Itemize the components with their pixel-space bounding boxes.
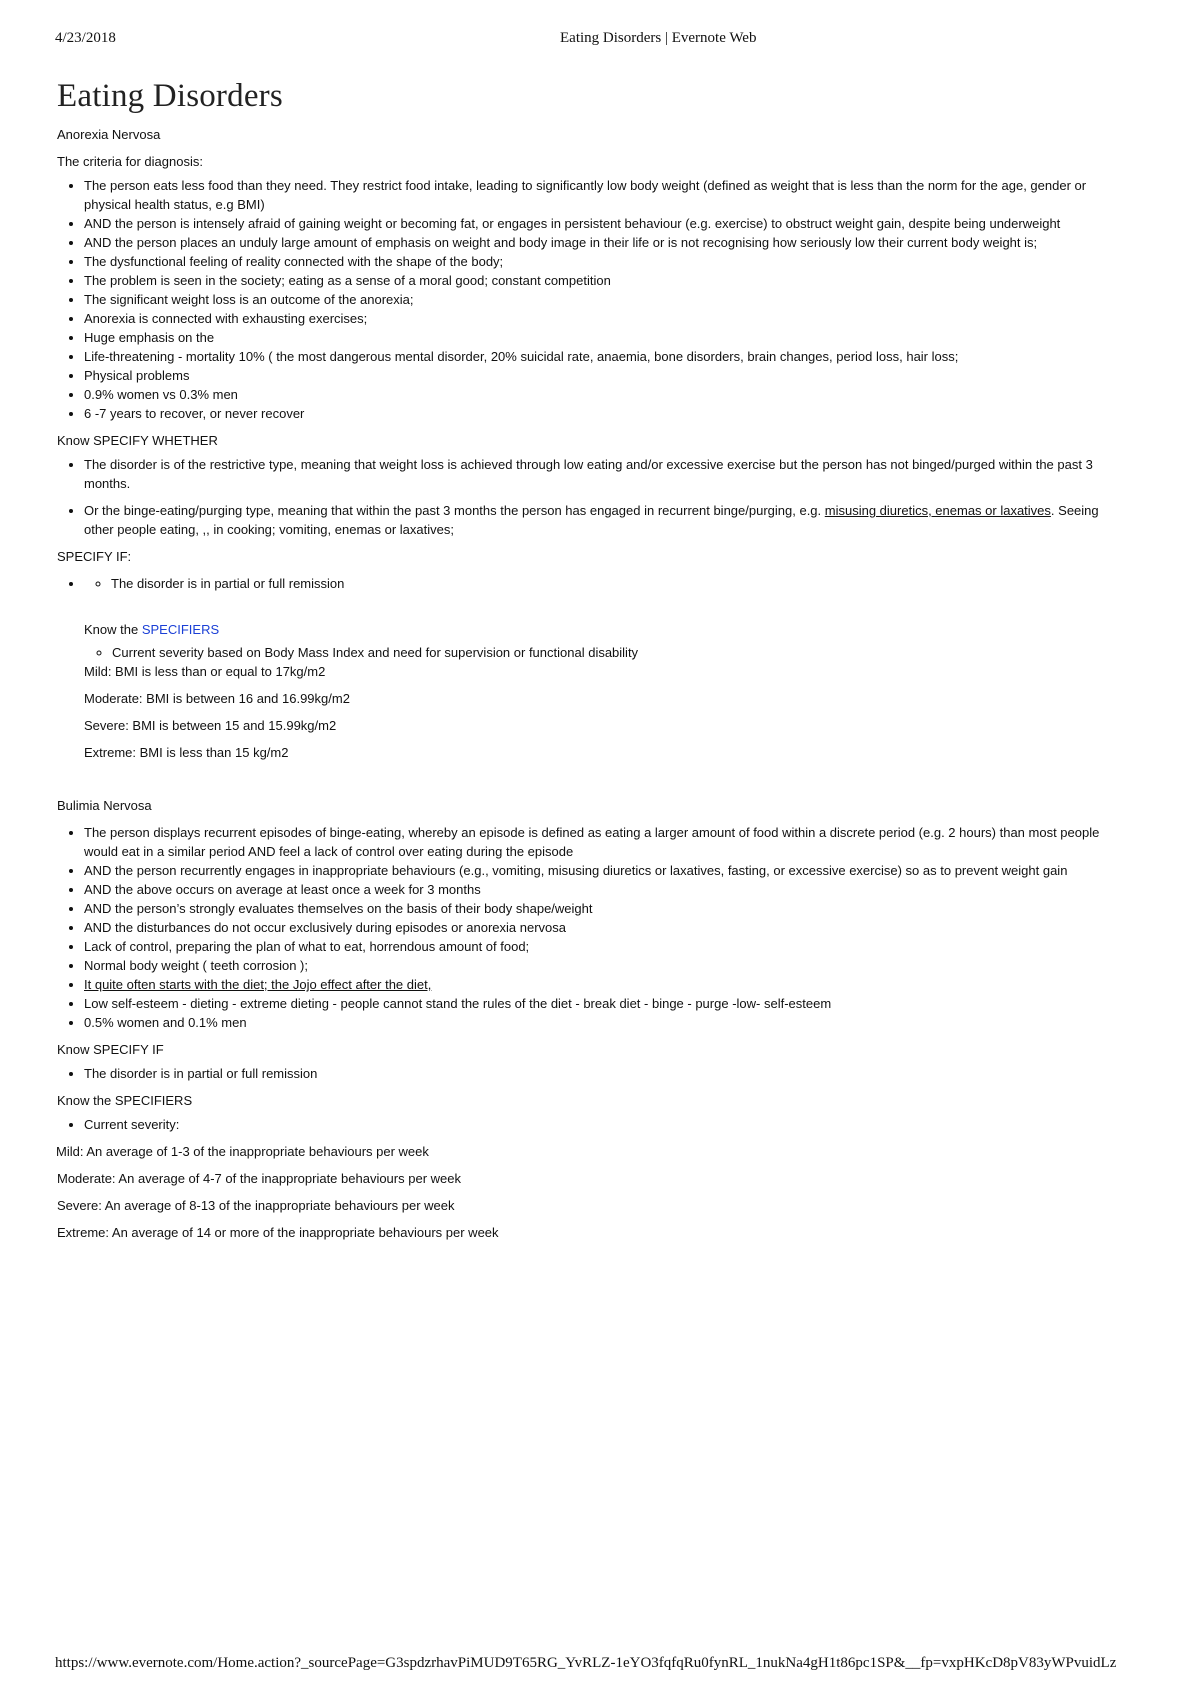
list-item: • The dysfunctional feeling of reality connected with the shape of the body; xyxy=(84,252,1127,271)
list-item: • The person eats less food than they need. They restrict food intake, leading to significantly low body weight (defined as weight that is less than the norm for the age, gender or physical health status, e.g BMI) xyxy=(84,176,1127,214)
bulimia-heading: Bulimia Nervosa xyxy=(57,798,152,813)
list-item: ◦ • The disorder is in partial or full remission xyxy=(111,574,1127,593)
print-date: 4/23/2018 xyxy=(55,30,116,46)
list-item: • AND the person places an unduly large amount of emphasis on weight and body image in their life or is not recognising how seriously low their current body weight is; xyxy=(84,233,1127,252)
nested-list xyxy=(84,574,1127,593)
list-item: • AND the person’s strongly evaluates themselves on the basis of their body shape/weight xyxy=(84,899,1127,918)
bulimia-specify-if-heading: Know SPECIFY IF xyxy=(57,1042,164,1057)
page-title: Eating Disorders xyxy=(57,78,283,114)
subtype-list xyxy=(57,455,1127,539)
specifiers-link[interactable]: SPECIFIERS xyxy=(141,622,220,637)
list-item: • The disorder is in partial or full remission xyxy=(84,1064,1127,1083)
bulimia-severity-severe: Severe: An average of 8-13 of the inappropriate behaviours per week xyxy=(57,1198,455,1213)
note-content xyxy=(57,78,1127,1242)
bulimia-criteria-list xyxy=(57,823,1127,1032)
bulimia-severity-mild: Mild: An average of 1-3 of the inappropriate behaviours per week xyxy=(56,1144,429,1159)
list-item: • AND the person recurrently engages in inappropriate behaviours (e.g., vomiting, misusing diuretics or laxatives, fasting, or excessive exercise) so as to prevent weight gain xyxy=(84,861,1127,880)
binge-type-underlined: misusing diuretics, enemas or laxatives xyxy=(824,503,1051,518)
bulimia-remission-list xyxy=(57,1064,1127,1083)
severity-severe: Severe: BMI is between 15 and 15.99kg/m2 xyxy=(84,718,337,733)
list-item: • Huge emphasis on the xyxy=(84,328,1127,347)
severity-moderate: Moderate: BMI is between 16 and 16.99kg/m2 xyxy=(84,691,350,706)
bulimia-severity-extreme: Extreme: An average of 14 or more of the inappropriate behaviours per week xyxy=(57,1225,499,1240)
spacer xyxy=(57,762,1127,796)
list-item: • Anorexia is connected with exhausting exercises; xyxy=(84,309,1127,328)
binge-type-prefix: Or the binge-eating/purging type, meaning that within the past 3 months the person has engaged in recurrent binge/purging, e.g. xyxy=(84,503,825,518)
print-header xyxy=(0,30,1200,50)
anorexia-heading: Anorexia Nervosa xyxy=(57,127,161,142)
print-doc-title: Eating Disorders | Evernote Web xyxy=(560,30,757,46)
severity-mild: Mild: BMI is less than or equal to 17kg/m2 xyxy=(84,664,326,679)
specify-if-heading: SPECIFY IF: xyxy=(57,549,132,564)
list-item: • The significant weight loss is an outcome of the anorexia; xyxy=(84,290,1127,309)
list-item: • Current severity: xyxy=(84,1115,1127,1134)
list-item: • 0.9% women vs 0.3% men xyxy=(84,385,1127,404)
list-item: • The problem is seen in the society; eating as a sense of a moral good; constant competition xyxy=(84,271,1127,290)
list-item: • Low self-esteem - dieting - extreme dieting - people cannot stand the rules of the diet - break diet - binge - purge -low- self-esteem xyxy=(84,994,1127,1013)
bulimia-severity-moderate: Moderate: An average of 4-7 of the inappropriate behaviours per week xyxy=(57,1171,461,1186)
binge-type-suffix: . Seeing other people eating, ,, in cooking; vomiting, enemas or laxatives; xyxy=(84,503,1099,537)
spacer xyxy=(57,593,1127,612)
list-item: • Life-threatening - mortality 10% ( the most dangerous mental disorder, 20% suicidal rate, anaemia, bone disorders, brain changes, period loss, hair loss; xyxy=(84,347,1127,366)
list-item: • AND the above occurs on average at least once a week for 3 months xyxy=(84,880,1127,899)
severity-intro-list xyxy=(57,643,1127,662)
list-item: • Lack of control, preparing the plan of what to eat, horrendous amount of food; xyxy=(84,937,1127,956)
list-item: • AND the person is intensely afraid of gaining weight or becoming fat, or engages in persistent behaviour (e.g. exercise) to obstruct weight gain, despite being underweight xyxy=(84,214,1127,233)
severity-extreme: Extreme: BMI is less than 15 kg/m2 xyxy=(84,745,289,760)
list-item: • The disorder is of the restrictive type, meaning that weight loss is achieved through low eating and/or excessive exercise but the person has not binged/purged within the past 3 months. xyxy=(84,455,1127,493)
criteria-intro: The criteria for diagnosis: xyxy=(57,154,203,169)
list-item: • 0.5% women and 0.1% men xyxy=(84,1013,1127,1032)
list-item: • Physical problems xyxy=(84,366,1127,385)
list-item xyxy=(84,501,1127,539)
know-the-label: Know the xyxy=(84,622,142,637)
list-item: • The person displays recurrent episodes of binge-eating, whereby an episode is defined as eating a larger amount of food within a discrete period (e.g. 2 hours) than most people would eat in a similar period AND feel a lack of control over eating during the episode xyxy=(84,823,1127,861)
anorexia-criteria-list xyxy=(57,176,1127,423)
print-footer-url: https://www.evernote.com/Home.action?_sourcePage=G3spdzrhavPiMUD9T65RG_YvRLZ-1eYO3fqfqRu0fynRL_1nukNa4gH1t86pc1SP&__fp=vxpHKcD8pV83yWPvuidLz xyxy=(55,1655,1117,1671)
know-specifiers-line xyxy=(57,620,1127,639)
list-item: • 6 -7 years to recover, or never recover xyxy=(84,404,1127,423)
specify-whether-heading: Know SPECIFY WHETHER xyxy=(57,433,218,448)
list-item xyxy=(84,975,1127,994)
remission-list xyxy=(57,574,1127,593)
underlined-item: It quite often starts with the diet; the Jojo effect after the diet, xyxy=(84,977,432,992)
list-item: ◦ Current severity based on Body Mass Index and need for supervision or functional disability xyxy=(112,643,1127,662)
list-item: • Normal body weight ( teeth corrosion ); xyxy=(84,956,1127,975)
bulimia-severity-intro-list xyxy=(57,1115,1127,1134)
list-item: • AND the disturbances do not occur exclusively during episodes or anorexia nervosa xyxy=(84,918,1127,937)
bulimia-specifiers-heading: Know the SPECIFIERS xyxy=(57,1093,193,1108)
list-item xyxy=(84,574,1127,593)
